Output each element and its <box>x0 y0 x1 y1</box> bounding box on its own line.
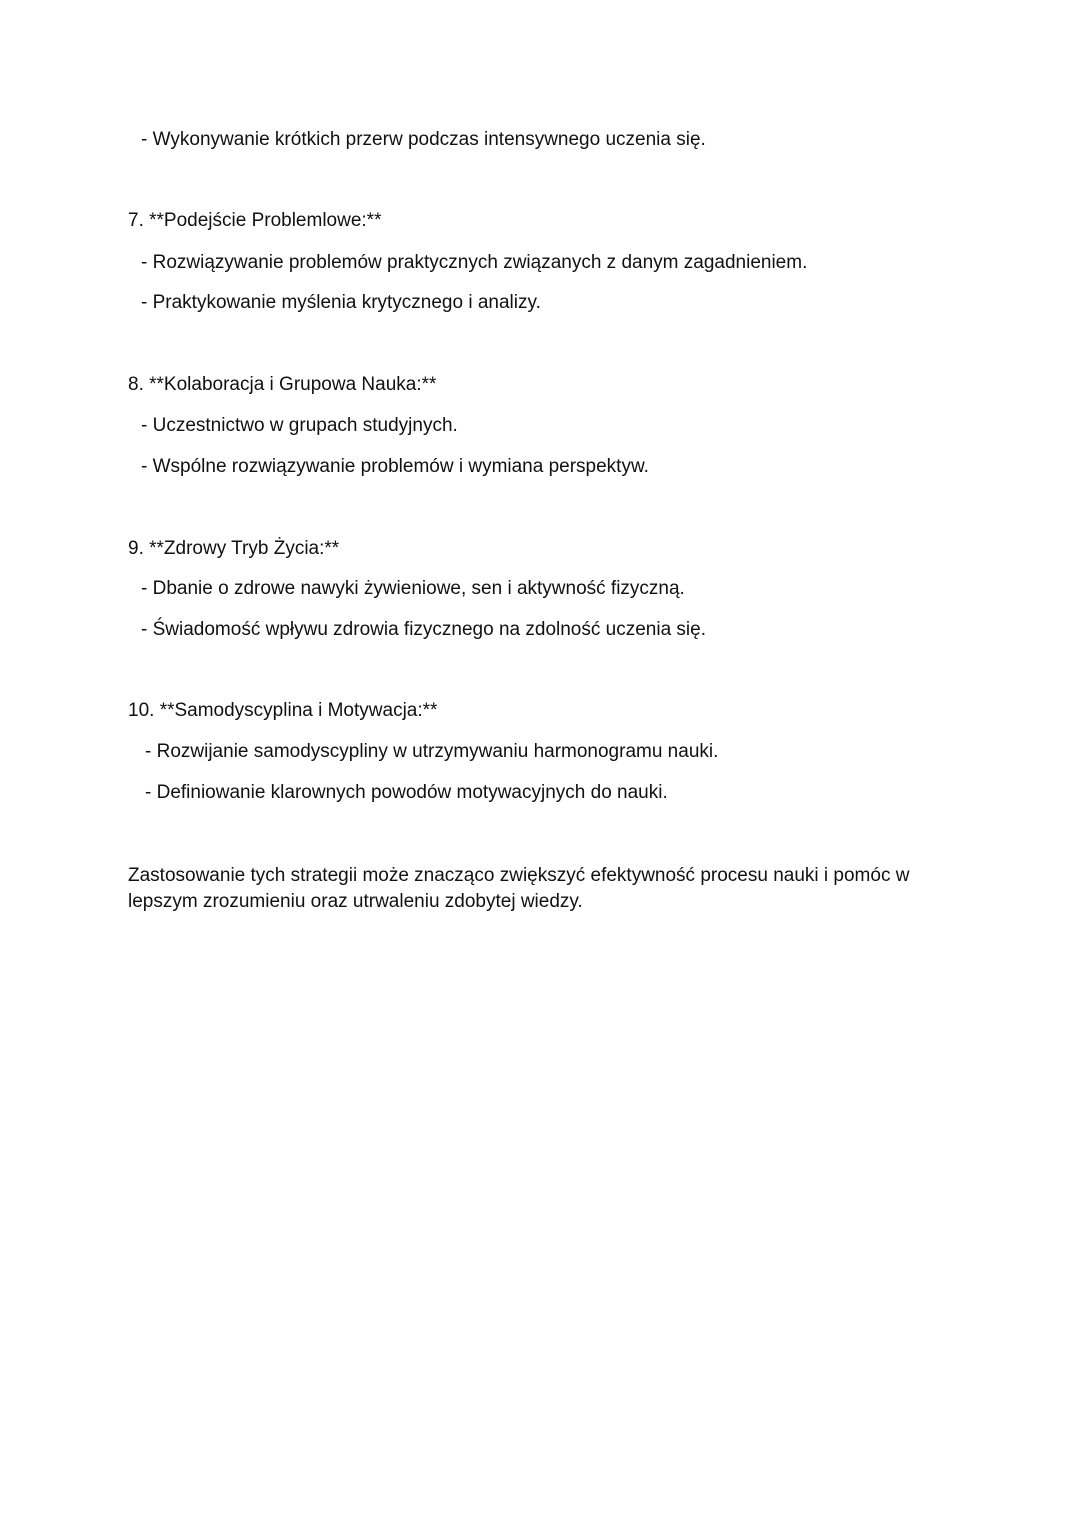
bullet-line: - Wykonywanie krótkich przerw podczas intensywnego uczenia się. <box>141 129 706 150</box>
bullet-line: - Uczestnictwo w grupach studyjnych. <box>141 415 458 436</box>
bullet-line: - Rozwijanie samodyscypliny w utrzymywaniu harmonogramu nauki. <box>145 741 719 762</box>
bullet-line: - Rozwiązywanie problemów praktycznych związanych z danym zagadnieniem. <box>141 252 808 273</box>
section-heading-10: 10. **Samodyscyplina i Motywacja:** <box>128 700 438 721</box>
bullet-line: - Świadomość wpływu zdrowia fizycznego na zdolność uczenia się. <box>141 619 706 640</box>
conclusion-paragraph: Zastosowanie tych strategii może znacząco zwiększyć efektywność procesu nauki i pomóc w lepszym zrozumieniu oraz utrwaleniu zdobytej wiedzy. <box>128 865 910 912</box>
section-heading-8: 8. **Kolaboracja i Grupowa Nauka:** <box>128 374 437 395</box>
bullet-line: - Wspólne rozwiązywanie problemów i wymiana perspektyw. <box>141 456 649 477</box>
bullet-line: - Praktykowanie myślenia krytycznego i analizy. <box>141 292 541 313</box>
bullet-line: - Definiowanie klarownych powodów motywacyjnych do nauki. <box>145 782 668 803</box>
section-heading-9: 9. **Zdrowy Tryb Życia:** <box>128 538 340 559</box>
bullet-line: - Dbanie o zdrowe nawyki żywieniowe, sen i aktywność fizyczną. <box>141 578 685 599</box>
section-heading-7: 7. **Podejście Problemlowe:** <box>128 210 382 231</box>
